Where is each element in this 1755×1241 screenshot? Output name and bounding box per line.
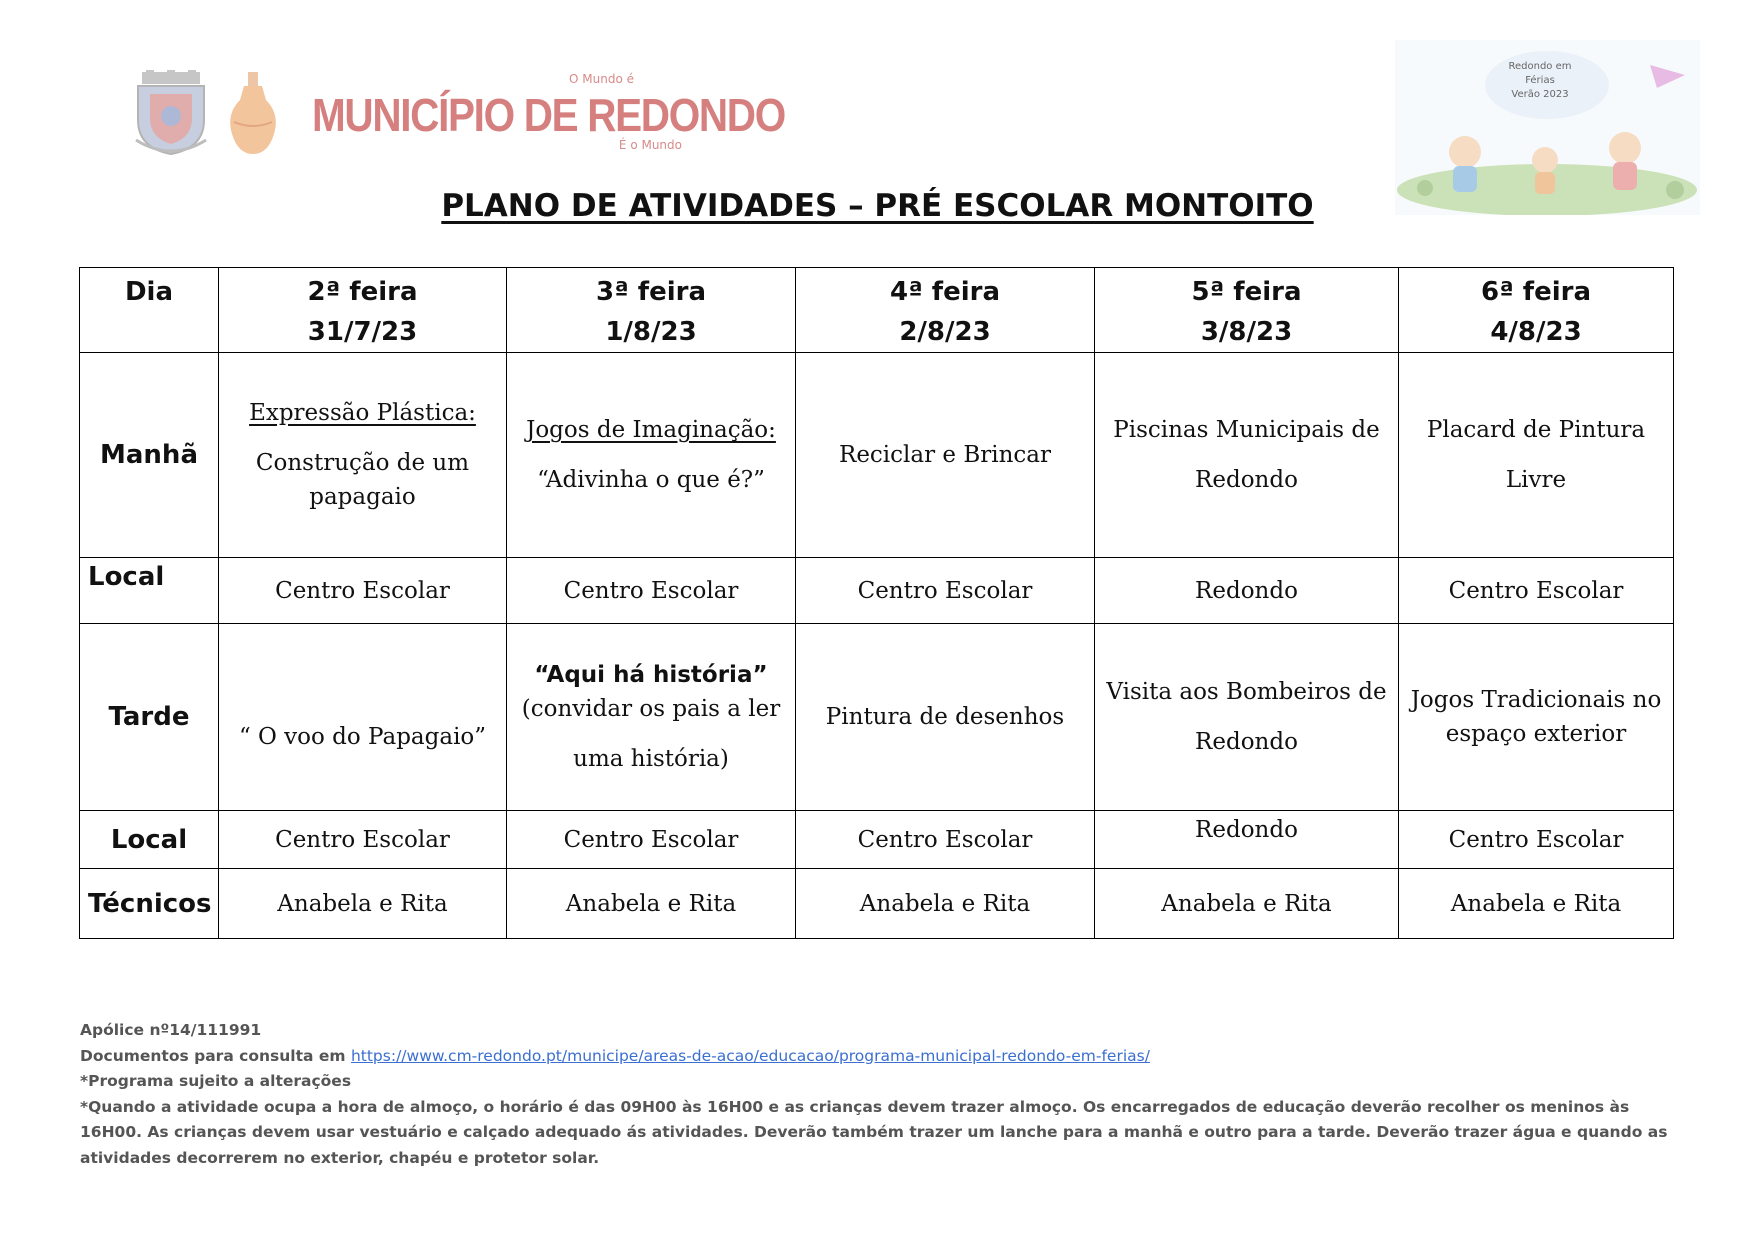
page-title-text: PLANO DE ATIVIDADES – PRÉ ESCOLAR MONTOITO xyxy=(441,188,1314,224)
activity-line: Visita aos Bombeiros de xyxy=(1106,679,1387,705)
activities-table xyxy=(79,267,1674,939)
afternoon-label: Tarde xyxy=(80,624,219,811)
local-label: Local xyxy=(80,811,219,869)
badge-line: Férias xyxy=(1525,75,1555,86)
activity-text: Pintura de desenhos xyxy=(825,704,1065,730)
lunch-note: *Quando a atividade ocupa a hora de almoço, o horário é das 09H00 às 16H00 e as crianças devem trazer almoço. Os encarregados de educação deverão recolher os meninos às 16H00. As crianças devem usar vestuário e calçado adequado ás atividades. Deverão também trazer um lanche para a manhã e outro para a tarde. Deverão trazer água e quando as atividades decorrerem no exterior, chapéu e protetor solar. xyxy=(80,1097,1668,1167)
activity-title: Jogos de Imaginação: xyxy=(526,417,776,443)
local-cell: Centro Escolar xyxy=(796,558,1095,624)
activity-line: Jogos Tradicionais no xyxy=(1410,687,1662,713)
afternoon-activity xyxy=(507,624,796,811)
morning-activity xyxy=(507,353,796,558)
municipality-logo xyxy=(312,68,785,160)
afternoon-row xyxy=(80,624,1674,811)
day-name: 5ª feira xyxy=(1191,277,1302,307)
day-header xyxy=(796,268,1095,353)
activity-line: Piscinas Municipais de xyxy=(1113,417,1380,443)
local-cell: Centro Escolar xyxy=(507,811,796,869)
day-date: 3/8/23 xyxy=(1200,317,1293,347)
activity-text: Construção de um papagaio xyxy=(255,450,470,510)
local-cell: Centro Escolar xyxy=(219,558,507,624)
day-name: 3ª feira xyxy=(595,277,707,307)
activity-line: espaço exterior xyxy=(1445,721,1627,747)
day-date: 1/8/23 xyxy=(605,317,697,347)
local-cell: Centro Escolar xyxy=(507,558,796,624)
brand-tagline-top: O Mundo é xyxy=(569,72,634,86)
staff-cell: Anabela e Rita xyxy=(219,869,507,939)
activity-text: “ O voo do Papagaio” xyxy=(238,724,487,750)
day-header xyxy=(1399,268,1674,353)
activity-text: Reciclar e Brincar xyxy=(839,442,1051,468)
morning-row xyxy=(80,353,1674,558)
coat-of-arms-logo xyxy=(132,70,210,156)
documents-prefix: Documentos para consulta em xyxy=(80,1046,346,1065)
day-header xyxy=(1095,268,1399,353)
local-cell: Redondo xyxy=(1095,558,1399,624)
morning-label: Manhã xyxy=(80,353,219,558)
morning-activity xyxy=(1095,353,1399,558)
badge-caption xyxy=(1490,60,1590,102)
documents-link[interactable]: https://www.cm-redondo.pt/municipe/areas-de-acao/educacao/programa-municipal-redondo-em-ferias/ xyxy=(350,1046,1150,1065)
staff-cell: Anabela e Rita xyxy=(1095,869,1399,939)
badge-line: Verão 2023 xyxy=(1511,89,1569,100)
header-row xyxy=(80,268,1674,353)
footer-notes xyxy=(80,1018,1680,1171)
day-name: 4ª feira xyxy=(889,277,1001,307)
local-cell: Centro Escolar xyxy=(1399,558,1674,624)
staff-cell: Anabela e Rita xyxy=(1399,869,1674,939)
morning-activity xyxy=(219,353,507,558)
local-cell: Centro Escolar xyxy=(1399,811,1674,869)
afternoon-activity xyxy=(1399,624,1674,811)
afternoon-activity xyxy=(1095,624,1399,811)
local-label: Local xyxy=(80,558,219,624)
corner-label: Dia xyxy=(124,277,174,307)
day-date: 4/8/23 xyxy=(1490,317,1582,347)
staff-cell: Anabela e Rita xyxy=(507,869,796,939)
local-cell: Centro Escolar xyxy=(796,811,1095,869)
activity-title: “Aqui há história” xyxy=(534,662,768,688)
activity-title: Expressão Plástica: xyxy=(249,400,476,426)
day-header xyxy=(219,268,507,353)
activity-line: Redondo xyxy=(1195,729,1298,755)
day-header xyxy=(507,268,796,353)
local-cell: Redondo xyxy=(1095,811,1399,869)
staff-row xyxy=(80,869,1674,939)
afternoon-local-row xyxy=(80,811,1674,869)
activity-line: uma história) xyxy=(573,746,729,772)
brand-name: MUNICÍPIO DE REDONDO xyxy=(312,89,785,141)
morning-activity xyxy=(1399,353,1674,558)
policy-number: Apólice nº14/111991 xyxy=(80,1021,262,1039)
day-date: 31/7/23 xyxy=(307,317,418,347)
staff-label: Técnicos xyxy=(80,869,219,939)
day-name: 2ª feira xyxy=(307,277,418,307)
afternoon-activity xyxy=(219,624,507,811)
day-name: 6ª feira xyxy=(1480,277,1592,307)
morning-activity xyxy=(796,353,1095,558)
page-title xyxy=(0,188,1755,224)
activity-line: Placard de Pintura xyxy=(1426,417,1646,443)
activity-line: Redondo xyxy=(1195,467,1298,493)
day-date: 2/8/23 xyxy=(899,317,991,347)
badge-line: Redondo em xyxy=(1508,61,1572,72)
corner-cell xyxy=(80,268,219,353)
activity-line: (convidar os pais a ler xyxy=(521,696,781,722)
staff-cell: Anabela e Rita xyxy=(796,869,1095,939)
documents-line xyxy=(80,1044,1680,1070)
vase-logo xyxy=(226,70,280,156)
local-cell: Centro Escolar xyxy=(219,811,507,869)
activity-line: Livre xyxy=(1505,467,1567,493)
afternoon-activity xyxy=(796,624,1095,811)
morning-local-row xyxy=(80,558,1674,624)
subject-note: *Programa sujeito a alterações xyxy=(80,1072,352,1090)
brand-tagline-bottom: É o Mundo xyxy=(618,138,682,152)
activity-text: “Adivinha o que é?” xyxy=(537,467,765,493)
